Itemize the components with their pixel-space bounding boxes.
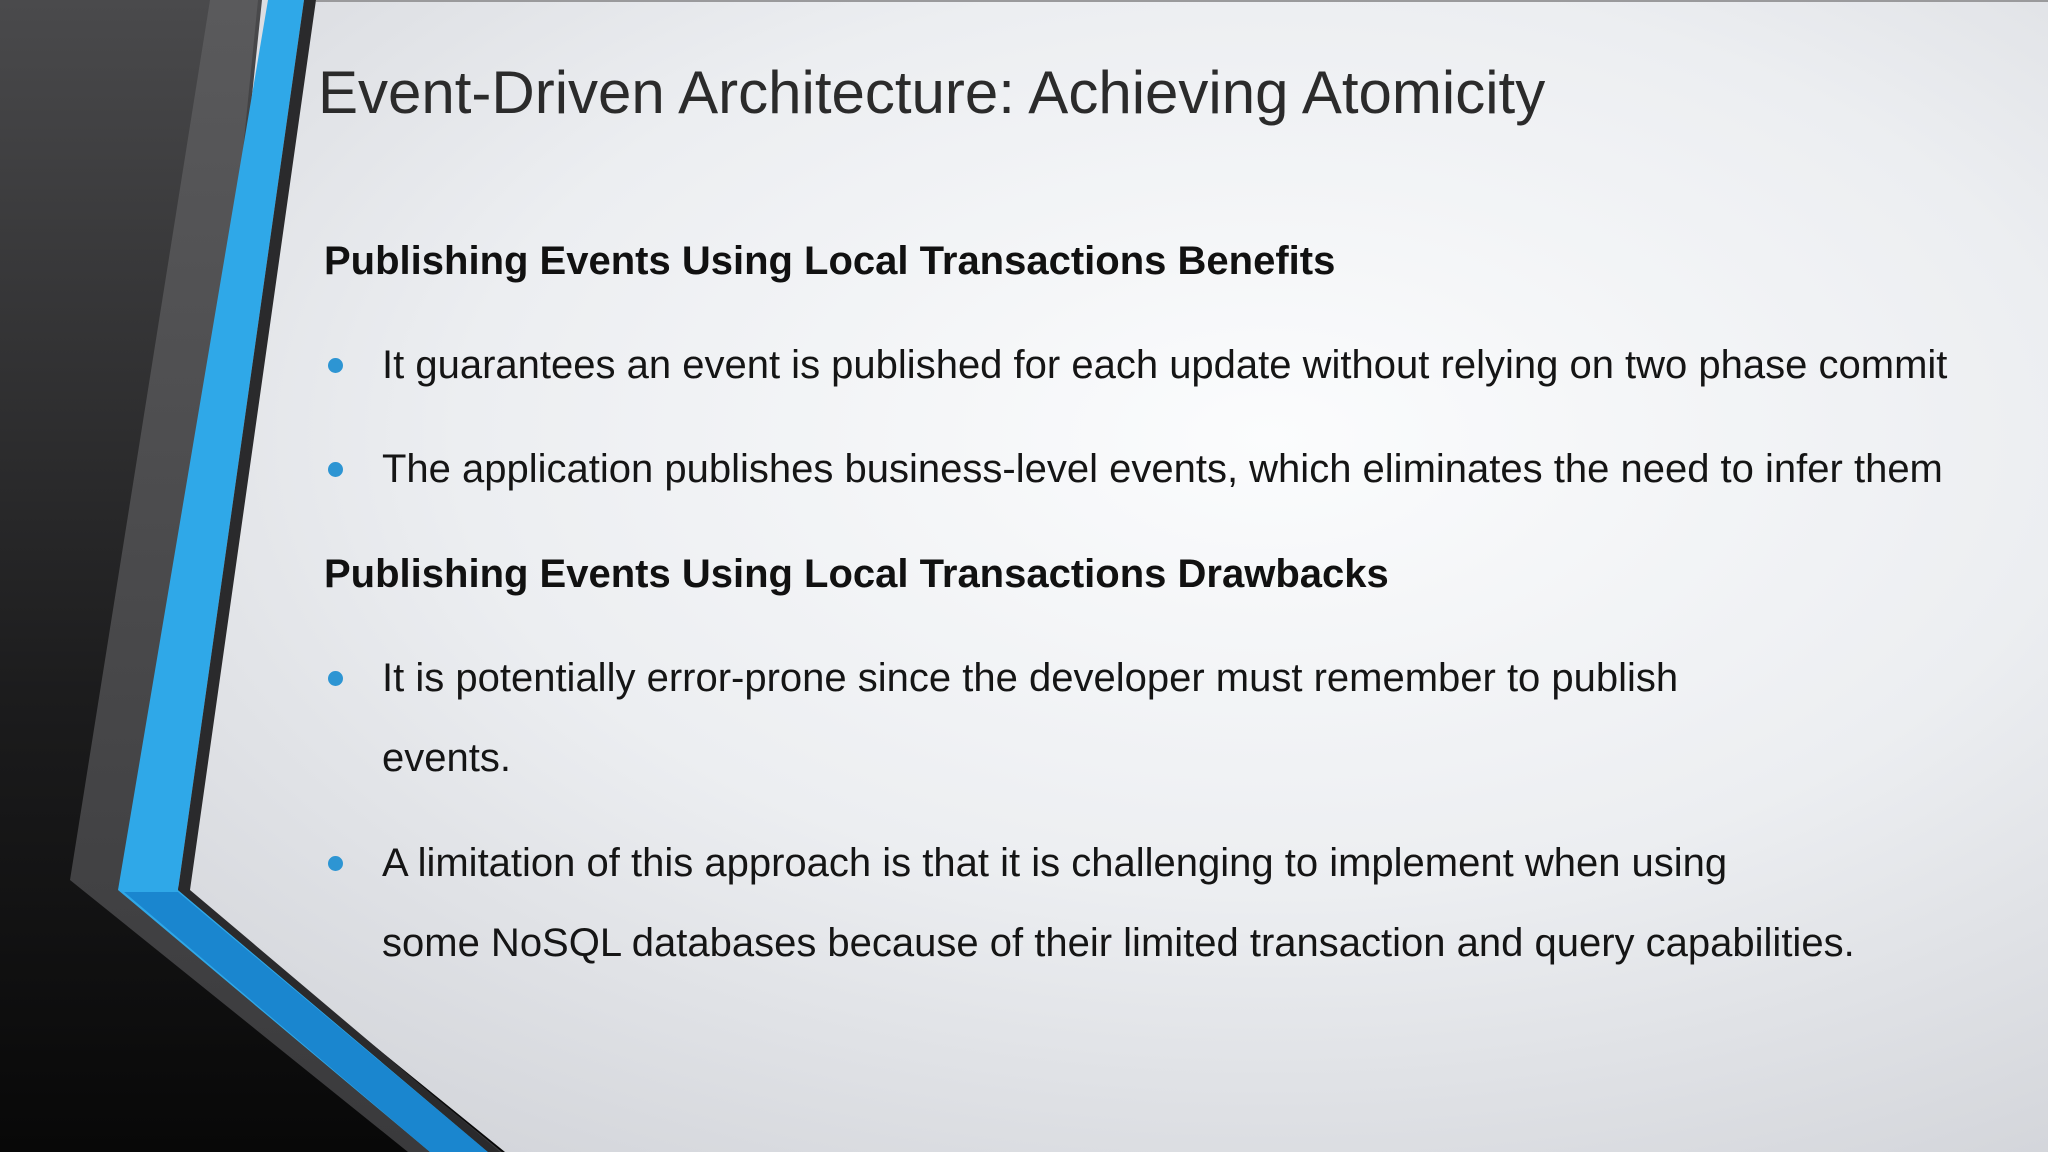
list-item bbox=[324, 648, 2024, 798]
section-heading-benefits: Publishing Events Using Local Transactions Benefits bbox=[324, 239, 1336, 283]
bullet-icon bbox=[328, 671, 343, 686]
bullet-text: It guarantees an event is published for each update without relying on two phase commit bbox=[382, 343, 1948, 387]
section-heading-drawbacks: Publishing Events Using Local Transactions Drawbacks bbox=[324, 552, 1389, 596]
bullet-icon bbox=[328, 462, 343, 477]
bullet-text: The application publishes business-level events, which eliminates the need to infer them bbox=[382, 447, 1943, 491]
bullet-icon bbox=[328, 358, 343, 373]
bullet-text-line-1: A limitation of this approach is that it is challenging to implement when using bbox=[382, 841, 1728, 885]
list-item bbox=[324, 833, 2024, 983]
list-item bbox=[324, 335, 2024, 405]
slide-title: Event-Driven Architecture: Achieving Atomicity bbox=[318, 59, 1546, 126]
bullet-text-line-2: events. bbox=[382, 736, 511, 780]
bullet-text-line-1: It is potentially error-prone since the developer must remember to publish bbox=[382, 656, 1679, 700]
bullet-icon bbox=[328, 856, 343, 871]
bullet-text-line-2: some NoSQL databases because of their limited transaction and query capabilities. bbox=[382, 921, 1855, 965]
list-item bbox=[324, 439, 2024, 509]
